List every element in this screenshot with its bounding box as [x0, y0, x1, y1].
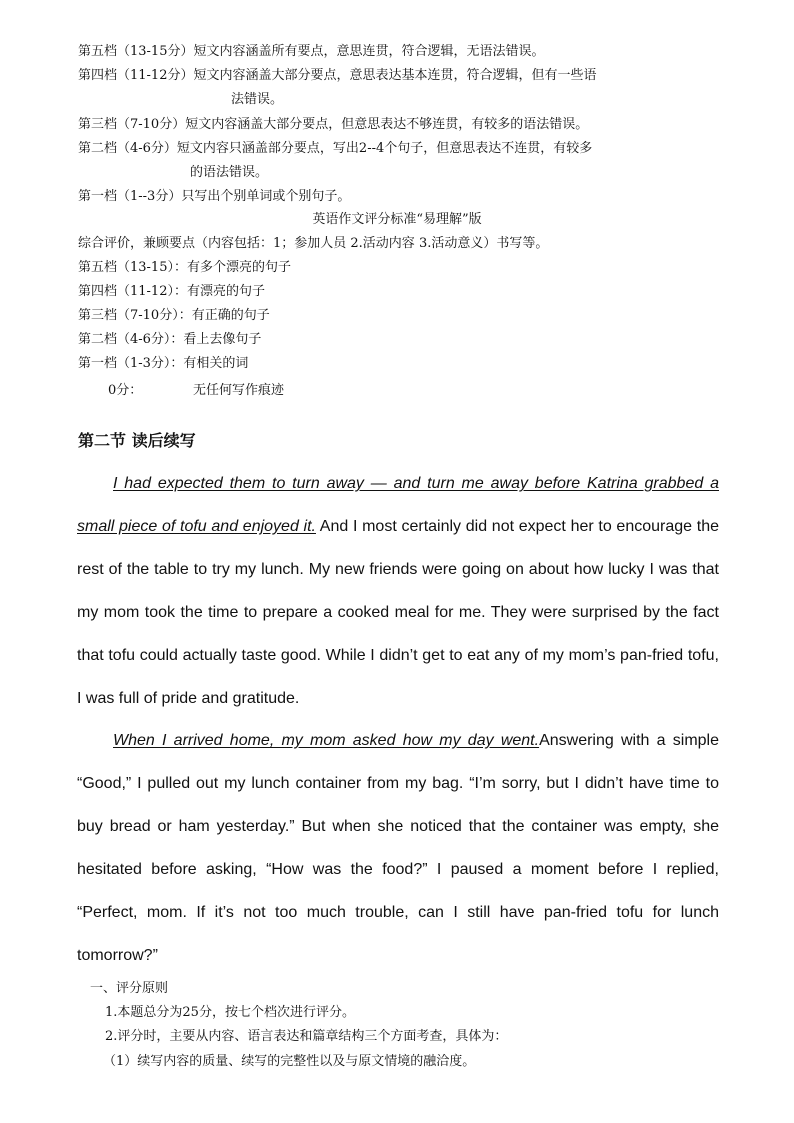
easy-level-5: 第五档（13-15）：有多个漂亮的句子: [78, 260, 291, 275]
rubric-level-5: 第五档（13-15分）短文内容涵盖所有要点，意思连贯，符合逻辑，无语法错误。: [78, 44, 545, 59]
scoring-principle-1: 1.本题总分为25分，按七个档次进行评分。: [105, 1005, 355, 1020]
scoring-principle-2-item-1: （1）续写内容的质量、续写的完整性以及与原文情境的融洽度。: [103, 1054, 476, 1069]
easy-level-0-desc: 无任何写作痕迹: [193, 383, 285, 398]
rubric-level-2-continued: 的语法错误。: [190, 165, 269, 180]
rubric-level-1: 第一档（1--3分）只写出个别单词或个别句子。: [78, 189, 351, 204]
continuation-paragraph-2: [77, 719, 719, 977]
scoring-principles-heading: 一、评分原则: [90, 981, 169, 996]
easy-level-0-label: 0分：: [108, 383, 143, 398]
rubric-level-4-continued: 法错误。: [231, 92, 284, 107]
paragraph-2-opening-sentence: When I arrived home, my mom asked how my day went.: [113, 732, 540, 749]
rubric-level-2: 第二档（4-6分）短文内容只涵盖部分要点，写出2--4个句子，但意思表达不连贯，有较多: [78, 141, 593, 156]
easy-level-3: 第三档（7-10分）：有正确的句子: [78, 308, 270, 323]
paragraph-2-body: Answering with a simple “Good,” I pulled out my lunch container from my bag. “I’m sorry, but I didn’t have time to buy bread or ham yesterday.” But when she noticed that the container was empty, she hesitated before asking, “How was the food?” I paused a moment before I replied, “Perfect, mom. If it’s not too much trouble, can I still have pan-fried tofu for lunch tomorrow?”: [77, 732, 719, 964]
easy-level-2: 第二档（4-6分）：看上去像句子: [78, 332, 262, 347]
rubric-level-4: 第四档（11-12分）短文内容涵盖大部分要点，意思表达基本连贯，符合逻辑，但有一些语: [78, 68, 597, 83]
scoring-principle-2: 2.评分时，主要从内容、语言表达和篇章结构三个方面考查，具体为：: [105, 1029, 508, 1044]
easy-level-1: 第一档（1-3分）：有相关的词: [78, 356, 249, 371]
section-heading: 第二节 读后续写: [78, 431, 196, 450]
continuation-paragraph-1: [77, 462, 719, 720]
easy-level-4: 第四档（11-12）：有漂亮的句子: [78, 284, 265, 299]
rubric-level-3: 第三档（7-10分）短文内容涵盖大部分要点，但意思表达不够连贯，有较多的语法错误。: [78, 117, 589, 132]
easy-standard-title: 英语作文评分标准“易理解”版: [312, 212, 482, 227]
paragraph-1-opening-sentence: I had expected them to turn away — and turn me away before Katrina grabbed a small piece of tofu and enjoyed it.: [77, 475, 719, 535]
paragraph-1-body: And I most certainly did not expect her to encourage the rest of the table to try my lunch. My new friends were going on about how lucky I was that my mom took the time to prepare a cooked meal for me. They were surprised by the fact that tofu could actually taste good. While I didn’t get to eat any of my mom’s pan-fried tofu, I was full of pride and gratitude.: [77, 518, 719, 707]
easy-standard-intro: 综合评价，兼顾要点（内容包括：1；参加人员 2.活动内容 3.活动意义）书写等。: [78, 236, 549, 251]
